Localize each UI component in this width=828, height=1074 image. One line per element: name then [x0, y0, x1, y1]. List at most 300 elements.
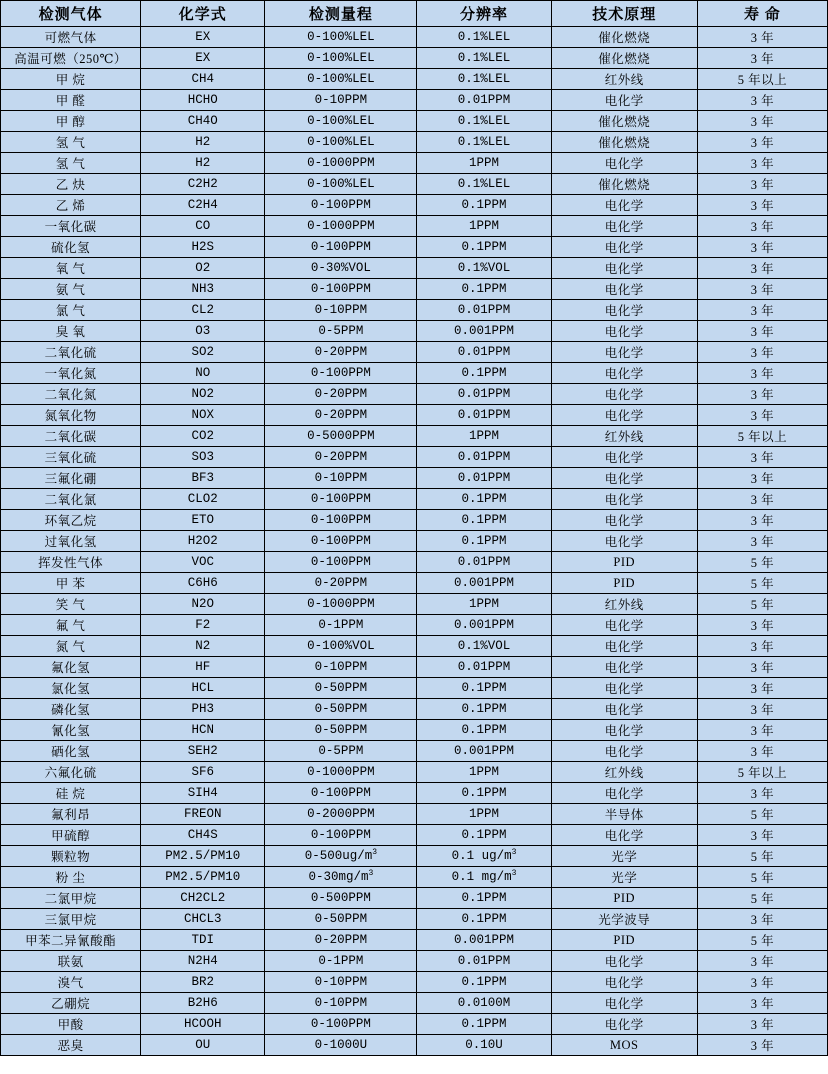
table-row: [1, 615, 828, 636]
cell-technology: 电化学: [551, 531, 697, 552]
cell-range: 0-20PPM: [265, 405, 417, 426]
cell-resolution: 1PPM: [417, 594, 551, 615]
cell-lifetime: 3 年: [697, 531, 827, 552]
cell-formula: CL2: [141, 300, 265, 321]
cell-lifetime: 3 年: [697, 216, 827, 237]
cell-technology: PID: [551, 930, 697, 951]
cell-resolution: 0.1PPM: [417, 888, 551, 909]
table-row: [1, 867, 828, 888]
cell-formula: CO2: [141, 426, 265, 447]
cell-formula: C6H6: [141, 573, 265, 594]
cell-range: 0-100%VOL: [265, 636, 417, 657]
cell-range: 0-100PPM: [265, 1014, 417, 1035]
cell-gas-name: 氟 气: [1, 615, 141, 636]
cell-technology: 电化学: [551, 321, 697, 342]
cell-resolution: 0.001PPM: [417, 573, 551, 594]
cell-technology: 电化学: [551, 825, 697, 846]
table-row: [1, 237, 828, 258]
cell-technology: 电化学: [551, 657, 697, 678]
cell-range: 0-100PPM: [265, 531, 417, 552]
cell-lifetime: 5 年以上: [697, 69, 827, 90]
cell-gas-name: 氟化氢: [1, 657, 141, 678]
cell-resolution: 1PPM: [417, 804, 551, 825]
cell-technology: PID: [551, 573, 697, 594]
cell-lifetime: 5 年以上: [697, 426, 827, 447]
cell-resolution: 0.1%LEL: [417, 48, 551, 69]
table-row: [1, 531, 828, 552]
cell-lifetime: 3 年: [697, 720, 827, 741]
cell-lifetime: 3 年: [697, 1014, 827, 1035]
cell-formula: N2O: [141, 594, 265, 615]
table-row: [1, 657, 828, 678]
cell-lifetime: 3 年: [697, 636, 827, 657]
cell-lifetime: 3 年: [697, 321, 827, 342]
cell-range: 0-500PPM: [265, 888, 417, 909]
cell-gas-name: 氧 气: [1, 258, 141, 279]
cell-lifetime: 3 年: [697, 342, 827, 363]
cell-lifetime: 3 年: [697, 90, 827, 111]
cell-gas-name: 三氟化硼: [1, 468, 141, 489]
table-header: [1, 1, 828, 27]
cell-gas-name: 氢 气: [1, 153, 141, 174]
cell-lifetime: 3 年: [697, 909, 827, 930]
cell-technology: 催化燃烧: [551, 111, 697, 132]
cell-lifetime: 3 年: [697, 951, 827, 972]
cell-formula: CLO2: [141, 489, 265, 510]
cell-formula: NO: [141, 363, 265, 384]
column-header-gas: 检测气体: [1, 1, 141, 27]
cell-range: 0-100%LEL: [265, 174, 417, 195]
cell-resolution: 0.1%LEL: [417, 27, 551, 48]
table-row: [1, 930, 828, 951]
cell-range: 0-10PPM: [265, 90, 417, 111]
cell-range: 0-50PPM: [265, 720, 417, 741]
cell-formula: PM2.5/PM10: [141, 867, 265, 888]
cell-resolution: 1PPM: [417, 762, 551, 783]
cell-technology: 催化燃烧: [551, 132, 697, 153]
cell-lifetime: 5 年以上: [697, 762, 827, 783]
cell-technology: 催化燃烧: [551, 174, 697, 195]
cell-resolution: 0.01PPM: [417, 951, 551, 972]
cell-lifetime: 5 年: [697, 846, 827, 867]
cell-gas-name: 恶臭: [1, 1035, 141, 1056]
cell-gas-name: 甲酸: [1, 1014, 141, 1035]
cell-range: 0-100%LEL: [265, 111, 417, 132]
cell-lifetime: 3 年: [697, 489, 827, 510]
cell-technology: 电化学: [551, 384, 697, 405]
table-row: [1, 1014, 828, 1035]
cell-range: 0-5000PPM: [265, 426, 417, 447]
cell-resolution: 0.1PPM: [417, 1014, 551, 1035]
cell-formula: SEH2: [141, 741, 265, 762]
cell-formula: H2: [141, 132, 265, 153]
table-row: [1, 279, 828, 300]
table-row: [1, 174, 828, 195]
cell-range: 0-10PPM: [265, 657, 417, 678]
cell-gas-name: 氯 气: [1, 300, 141, 321]
cell-gas-name: 三氯甲烷: [1, 909, 141, 930]
cell-lifetime: 3 年: [697, 699, 827, 720]
cell-lifetime: 3 年: [697, 153, 827, 174]
cell-technology: 电化学: [551, 993, 697, 1014]
table-row: [1, 510, 828, 531]
cell-gas-name: 三氧化硫: [1, 447, 141, 468]
cell-lifetime: 3 年: [697, 993, 827, 1014]
cell-resolution: 0.1%VOL: [417, 636, 551, 657]
cell-formula: BR2: [141, 972, 265, 993]
cell-lifetime: 3 年: [697, 468, 827, 489]
cell-formula: HCHO: [141, 90, 265, 111]
table-row: [1, 573, 828, 594]
table-row: [1, 594, 828, 615]
table-row: [1, 195, 828, 216]
cell-formula: SF6: [141, 762, 265, 783]
cell-range: 0-100%LEL: [265, 48, 417, 69]
cell-formula: EX: [141, 48, 265, 69]
cell-technology: 光学: [551, 867, 697, 888]
cell-range: 0-100%LEL: [265, 132, 417, 153]
cell-resolution: 0.01PPM: [417, 552, 551, 573]
cell-gas-name: 乙 炔: [1, 174, 141, 195]
table-row: [1, 342, 828, 363]
cell-resolution: 0.10U: [417, 1035, 551, 1056]
cell-technology: 催化燃烧: [551, 27, 697, 48]
cell-resolution: 0.001PPM: [417, 615, 551, 636]
cell-range: 0-1000PPM: [265, 762, 417, 783]
cell-gas-name: 氮氧化物: [1, 405, 141, 426]
cell-technology: 电化学: [551, 783, 697, 804]
cell-technology: 电化学: [551, 153, 697, 174]
cell-gas-name: 甲苯二异氰酸酯: [1, 930, 141, 951]
cell-range: 0-5PPM: [265, 741, 417, 762]
table-row: [1, 636, 828, 657]
cell-gas-name: 磷化氢: [1, 699, 141, 720]
cell-lifetime: 3 年: [697, 279, 827, 300]
table-row: [1, 321, 828, 342]
cell-gas-name: 硅 烷: [1, 783, 141, 804]
cell-formula: HCN: [141, 720, 265, 741]
cell-gas-name: 乙硼烷: [1, 993, 141, 1014]
cell-technology: 电化学: [551, 951, 697, 972]
cell-technology: 电化学: [551, 468, 697, 489]
cell-technology: 电化学: [551, 447, 697, 468]
cell-formula: ETO: [141, 510, 265, 531]
cell-range: 0-1PPM: [265, 615, 417, 636]
cell-technology: PID: [551, 552, 697, 573]
cell-gas-name: 二氧化硫: [1, 342, 141, 363]
cell-range: 0-5PPM: [265, 321, 417, 342]
cell-technology: 电化学: [551, 300, 697, 321]
cell-resolution: 0.1%LEL: [417, 69, 551, 90]
cell-lifetime: 3 年: [697, 174, 827, 195]
table-row: [1, 825, 828, 846]
cell-resolution: 0.1PPM: [417, 825, 551, 846]
cell-formula: TDI: [141, 930, 265, 951]
cell-resolution: 0.01PPM: [417, 468, 551, 489]
cell-range: 0-100PPM: [265, 237, 417, 258]
cell-gas-name: 笑 气: [1, 594, 141, 615]
cell-gas-name: 过氧化氢: [1, 531, 141, 552]
cell-formula: EX: [141, 27, 265, 48]
cell-gas-name: 甲 苯: [1, 573, 141, 594]
cell-resolution: 0.1PPM: [417, 720, 551, 741]
cell-formula: CH2CL2: [141, 888, 265, 909]
cell-range: 0-20PPM: [265, 342, 417, 363]
column-header-technology: 技术原理: [551, 1, 697, 27]
cell-resolution: 0.1%LEL: [417, 132, 551, 153]
cell-technology: MOS: [551, 1035, 697, 1056]
table-row: [1, 783, 828, 804]
cell-gas-name: 氯化氢: [1, 678, 141, 699]
cell-gas-name: 甲 醇: [1, 111, 141, 132]
cell-range: 0-100%LEL: [265, 69, 417, 90]
cell-technology: 电化学: [551, 90, 697, 111]
cell-formula: SIH4: [141, 783, 265, 804]
cell-lifetime: 3 年: [697, 111, 827, 132]
table-row: [1, 489, 828, 510]
table-row: [1, 69, 828, 90]
cell-resolution: 0.1PPM: [417, 699, 551, 720]
table-row: [1, 132, 828, 153]
cell-formula: HCOOH: [141, 1014, 265, 1035]
cell-formula: F2: [141, 615, 265, 636]
cell-lifetime: 3 年: [697, 678, 827, 699]
cell-resolution: 0.1PPM: [417, 909, 551, 930]
cell-lifetime: 3 年: [697, 972, 827, 993]
cell-technology: 电化学: [551, 195, 697, 216]
table-row: [1, 153, 828, 174]
cell-technology: 电化学: [551, 678, 697, 699]
cell-formula: B2H6: [141, 993, 265, 1014]
cell-gas-name: 二氧化氮: [1, 384, 141, 405]
table-row: [1, 972, 828, 993]
cell-technology: 红外线: [551, 762, 697, 783]
cell-range: 0-10PPM: [265, 468, 417, 489]
cell-range: 0-10PPM: [265, 993, 417, 1014]
cell-formula: C2H2: [141, 174, 265, 195]
cell-formula: CH4S: [141, 825, 265, 846]
cell-gas-name: 联氨: [1, 951, 141, 972]
cell-technology: 电化学: [551, 405, 697, 426]
table-row: [1, 384, 828, 405]
cell-formula: CH4: [141, 69, 265, 90]
cell-range: 0-100PPM: [265, 825, 417, 846]
cell-range: 0-20PPM: [265, 930, 417, 951]
cell-resolution: 0.01PPM: [417, 657, 551, 678]
cell-formula: NOX: [141, 405, 265, 426]
cell-range: 0-100PPM: [265, 783, 417, 804]
column-header-range: 检测量程: [265, 1, 417, 27]
cell-technology: 电化学: [551, 363, 697, 384]
cell-resolution: 0.1%LEL: [417, 111, 551, 132]
cell-range: $0-500ug/m^3$: [265, 846, 417, 867]
cell-range: 0-20PPM: [265, 447, 417, 468]
cell-technology: 电化学: [551, 615, 697, 636]
cell-resolution: 0.1PPM: [417, 783, 551, 804]
cell-range: 0-100PPM: [265, 363, 417, 384]
table-row: [1, 363, 828, 384]
cell-lifetime: 3 年: [697, 1035, 827, 1056]
cell-technology: 红外线: [551, 594, 697, 615]
cell-range: 0-30%VOL: [265, 258, 417, 279]
cell-range: 0-50PPM: [265, 699, 417, 720]
cell-technology: 电化学: [551, 1014, 697, 1035]
cell-range: 0-100PPM: [265, 279, 417, 300]
cell-gas-name: 六氟化硫: [1, 762, 141, 783]
cell-lifetime: 5 年: [697, 930, 827, 951]
cell-range: 0-100%LEL: [265, 27, 417, 48]
cell-technology: 电化学: [551, 741, 697, 762]
cell-resolution: 0.1PPM: [417, 195, 551, 216]
cell-formula: H2S: [141, 237, 265, 258]
cell-formula: N2H4: [141, 951, 265, 972]
cell-formula: CH4O: [141, 111, 265, 132]
table-row: [1, 951, 828, 972]
table-row: [1, 720, 828, 741]
cell-resolution: 1PPM: [417, 153, 551, 174]
table-row: [1, 447, 828, 468]
cell-resolution: 0.1%VOL: [417, 258, 551, 279]
table-row: [1, 27, 828, 48]
cell-resolution: 0.1PPM: [417, 279, 551, 300]
column-header-formula: 化学式: [141, 1, 265, 27]
cell-technology: 电化学: [551, 489, 697, 510]
table-row: [1, 909, 828, 930]
table-row: [1, 90, 828, 111]
cell-range: 0-1000PPM: [265, 216, 417, 237]
cell-gas-name: 粉 尘: [1, 867, 141, 888]
cell-range: 0-10PPM: [265, 972, 417, 993]
table-row: [1, 741, 828, 762]
cell-resolution: 1PPM: [417, 426, 551, 447]
cell-technology: 光学波导: [551, 909, 697, 930]
cell-gas-name: 硫化氢: [1, 237, 141, 258]
cell-resolution: 0.1PPM: [417, 237, 551, 258]
cell-range: 0-100PPM: [265, 552, 417, 573]
cell-lifetime: 3 年: [697, 783, 827, 804]
cell-resolution: 0.001PPM: [417, 321, 551, 342]
table-row: [1, 846, 828, 867]
cell-technology: 红外线: [551, 69, 697, 90]
table-row: [1, 993, 828, 1014]
cell-formula: H2O2: [141, 531, 265, 552]
cell-gas-name: 甲 醛: [1, 90, 141, 111]
cell-lifetime: 5 年: [697, 594, 827, 615]
cell-resolution: 0.01PPM: [417, 342, 551, 363]
cell-technology: 电化学: [551, 237, 697, 258]
cell-lifetime: 5 年: [697, 888, 827, 909]
cell-lifetime: 3 年: [697, 132, 827, 153]
cell-formula: SO2: [141, 342, 265, 363]
cell-gas-name: 氢 气: [1, 132, 141, 153]
table-row: [1, 300, 828, 321]
cell-technology: 电化学: [551, 972, 697, 993]
table-row: [1, 48, 828, 69]
cell-resolution: 0.001PPM: [417, 741, 551, 762]
cell-resolution: 1PPM: [417, 216, 551, 237]
cell-technology: 红外线: [551, 426, 697, 447]
table-row: [1, 552, 828, 573]
cell-gas-name: 甲硫醇: [1, 825, 141, 846]
cell-gas-name: 挥发性气体: [1, 552, 141, 573]
cell-formula: SO3: [141, 447, 265, 468]
cell-resolution: 0.01PPM: [417, 384, 551, 405]
cell-gas-name: 溴气: [1, 972, 141, 993]
cell-lifetime: 3 年: [697, 405, 827, 426]
cell-formula: PH3: [141, 699, 265, 720]
cell-formula: H2: [141, 153, 265, 174]
cell-range: 0-100PPM: [265, 489, 417, 510]
cell-resolution: 0.001PPM: [417, 930, 551, 951]
cell-gas-name: 二氧化碳: [1, 426, 141, 447]
cell-technology: 电化学: [551, 258, 697, 279]
cell-lifetime: 3 年: [697, 657, 827, 678]
cell-resolution: 0.01PPM: [417, 90, 551, 111]
table-row: [1, 216, 828, 237]
cell-range: 0-2000PPM: [265, 804, 417, 825]
cell-formula: O3: [141, 321, 265, 342]
cell-resolution: 0.1 $ug/m^3$: [417, 846, 551, 867]
column-header-resolution: 分辨率: [417, 1, 551, 27]
cell-formula: FREON: [141, 804, 265, 825]
cell-formula: C2H4: [141, 195, 265, 216]
table-body: [1, 27, 828, 1056]
table-row: [1, 405, 828, 426]
cell-formula: HF: [141, 657, 265, 678]
cell-lifetime: 3 年: [697, 258, 827, 279]
cell-resolution: 0.1PPM: [417, 678, 551, 699]
cell-range: 0-20PPM: [265, 573, 417, 594]
cell-range: 0-20PPM: [265, 384, 417, 405]
cell-range: 0-1000PPM: [265, 594, 417, 615]
cell-gas-name: 氟利昂: [1, 804, 141, 825]
cell-formula: N2: [141, 636, 265, 657]
cell-lifetime: 5 年: [697, 552, 827, 573]
table-row: [1, 1035, 828, 1056]
column-header-lifetime: 寿 命: [697, 1, 827, 27]
cell-resolution: 0.1PPM: [417, 489, 551, 510]
cell-lifetime: 3 年: [697, 384, 827, 405]
table-row: [1, 888, 828, 909]
cell-resolution: 0.01PPM: [417, 300, 551, 321]
cell-gas-name: 二氯甲烷: [1, 888, 141, 909]
cell-formula: CO: [141, 216, 265, 237]
cell-range: 0-50PPM: [265, 678, 417, 699]
cell-gas-name: 一氧化氮: [1, 363, 141, 384]
cell-lifetime: 3 年: [697, 300, 827, 321]
cell-range: 0-1PPM: [265, 951, 417, 972]
cell-resolution: 0.1PPM: [417, 510, 551, 531]
cell-technology: 电化学: [551, 342, 697, 363]
cell-resolution: 0.0100M: [417, 993, 551, 1014]
cell-gas-name: 氨 气: [1, 279, 141, 300]
cell-gas-name: 臭 氧: [1, 321, 141, 342]
cell-range: 0-100PPM: [265, 510, 417, 531]
cell-resolution: 0.01PPM: [417, 447, 551, 468]
cell-technology: 电化学: [551, 510, 697, 531]
cell-resolution: 0.1PPM: [417, 363, 551, 384]
cell-resolution: 0.1PPM: [417, 531, 551, 552]
header-row: [1, 1, 828, 27]
cell-gas-name: 氮 气: [1, 636, 141, 657]
table-row: [1, 804, 828, 825]
cell-lifetime: 3 年: [697, 237, 827, 258]
cell-formula: NO2: [141, 384, 265, 405]
cell-formula: VOC: [141, 552, 265, 573]
cell-gas-name: 乙 烯: [1, 195, 141, 216]
cell-technology: 半导体: [551, 804, 697, 825]
table-row: [1, 258, 828, 279]
